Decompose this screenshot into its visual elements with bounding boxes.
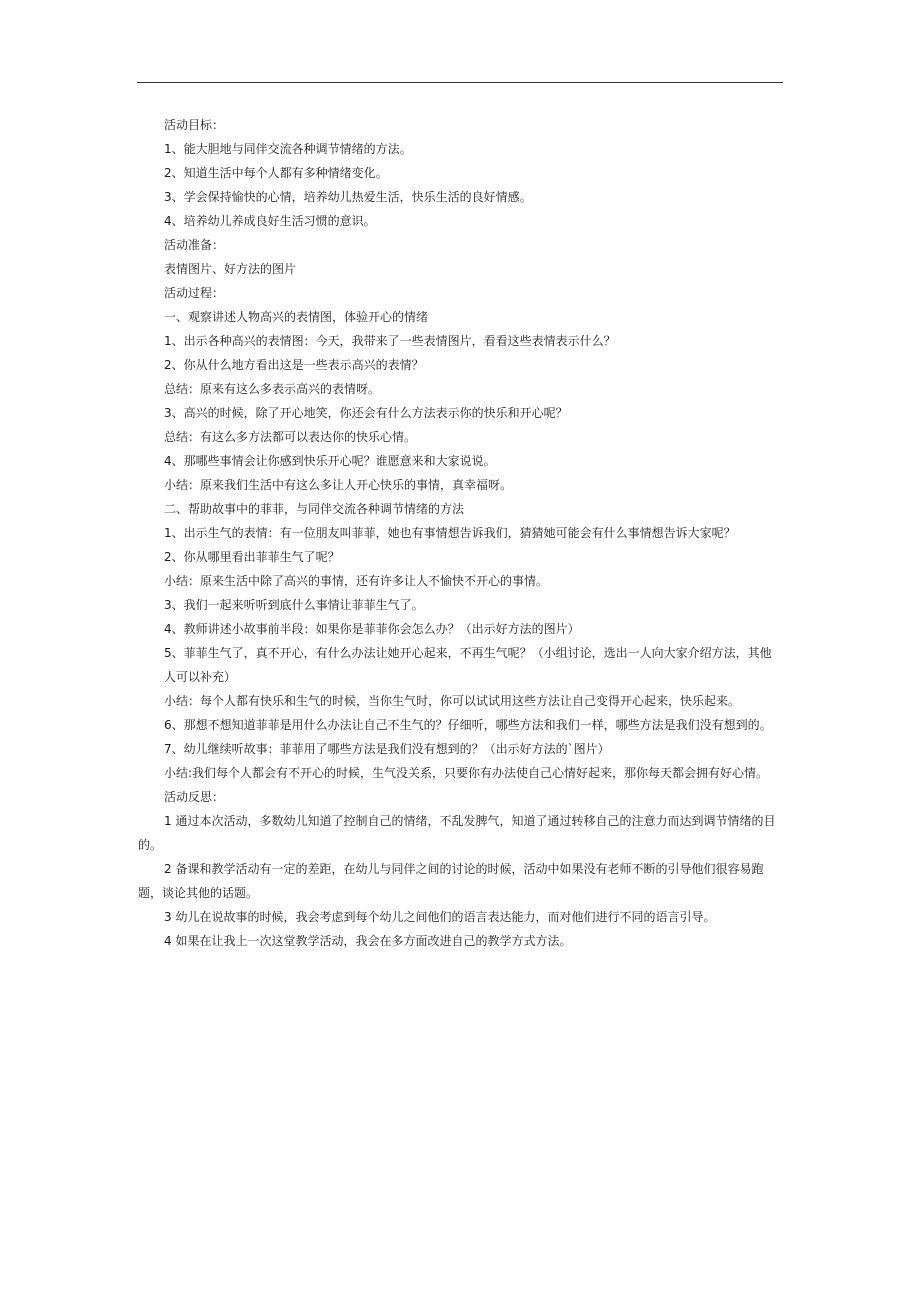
reflection-item-1: 1 通过本次活动，多数幼儿知道了控制自己的情绪，不乱发脾气，知道了通过转移自己的注意力而达到调节情绪的目的。	[138, 814, 776, 852]
process-step: 4、那哪些事情会让你感到快乐开心呢？谁愿意来和大家说说。	[164, 454, 496, 468]
process-step: 2、你从哪里看出菲菲生气了呢？	[164, 550, 340, 564]
process-part-two-heading: 二、帮助故事中的菲菲，与同伴交流各种调节情绪的方法	[164, 502, 465, 516]
process-step: 1、出示生气的表情：有一位朋友叫菲菲，她也有事情想告诉我们，猜猜她可能会有什么事情想告诉大家呢？	[164, 526, 736, 540]
summary-text: 小结：每个人都有快乐和生气的时候，当你生气时，你可以试试用这些方法让自己变得开心起来，快乐起来。	[164, 694, 741, 708]
process-step: 2、你从什么地方看出这是一些表示高兴的表情？	[164, 358, 424, 372]
summary-text: 小结：原来生活中除了高兴的事情，还有许多让人不愉快不开心的事情。	[164, 574, 549, 588]
section-heading-reflection: 活动反思：	[164, 790, 225, 804]
summary-text: 总结：有这么多方法都可以表达你的快乐心情。	[164, 430, 417, 444]
process-step: 4、教师讲述小故事前半段：如果你是菲菲你会怎么办？（出示好方法的图片）	[164, 622, 580, 636]
header-rule	[137, 82, 783, 83]
reflection-item-3: 3 幼儿在说故事的时候，我会考虑到每个幼儿之间他们的语言表达能力，而对他们进行不同的语言引导。	[164, 910, 716, 924]
preparation-text: 表情图片、好方法的图片	[164, 262, 297, 276]
document-body	[138, 113, 784, 953]
section-heading-goals: 活动目标：	[164, 118, 225, 132]
summary-text: 小结:我们每个人都会有不开心的时候，生气没关系，只要你有办法使自己心情好起来，那你每天都会拥有好心情。	[164, 766, 769, 780]
section-heading-preparation: 活动准备：	[164, 238, 225, 252]
process-step: 6、那想不想知道菲菲是用什么办法让自己不生气的？仔细听，哪些方法和我们一样，哪些方法是我们没有想到的。	[164, 718, 772, 732]
reflection-item-2: 2 备课和教学活动有一定的差距，在幼儿与同伴之间的讨论的时候，活动中如果没有老师不断的引导他们很容易跑题，谈论其他的话题。	[138, 862, 764, 900]
goal-item: 2、知道生活中每个人都有多种情绪变化。	[164, 166, 388, 180]
goal-item: 1、能大胆地与同伴交流各种调节情绪的方法。	[164, 142, 412, 156]
process-step: 3、我们一起来听听到底什么事情让菲菲生气了。	[164, 598, 424, 612]
section-heading-process: 活动过程：	[164, 286, 225, 300]
goal-item: 3、学会保持愉快的心情，培养幼儿热爱生活，快乐生活的良好情感。	[164, 190, 532, 204]
process-part-one-heading: 一、观察讲述人物高兴的表情图，体验开心的情绪	[164, 310, 429, 324]
summary-text: 小结：原来我们生活中有这么多让人开心快乐的事情，真幸福呀。	[164, 478, 513, 492]
process-step: 3、高兴的时候，除了开心地笑，你还会有什么方法表示你的快乐和开心呢？	[164, 406, 568, 420]
goal-item: 4、培养幼儿养成良好生活习惯的意识。	[164, 214, 376, 228]
reflection-item-4: 4 如果在让我上一次这堂教学活动，我会在多方面改进自己的教学方式方法。	[164, 934, 572, 948]
process-step: 1、出示各种高兴的表情图：今天，我带来了一些表情图片，看看这些表情表示什么？	[164, 334, 616, 348]
summary-text: 总结：原来有这么多表示高兴的表情呀。	[164, 382, 381, 396]
process-step-five: 5、菲菲生气了，真不开心，有什么办法让她开心起来，不再生气呢？（小组讨论，选出一人向大家介绍方法，其他人可以补充）	[164, 646, 772, 684]
process-step: 7、幼儿继续听故事：菲菲用了哪些方法是我们没有想到的？（出示好方法的`图片）	[164, 742, 610, 756]
